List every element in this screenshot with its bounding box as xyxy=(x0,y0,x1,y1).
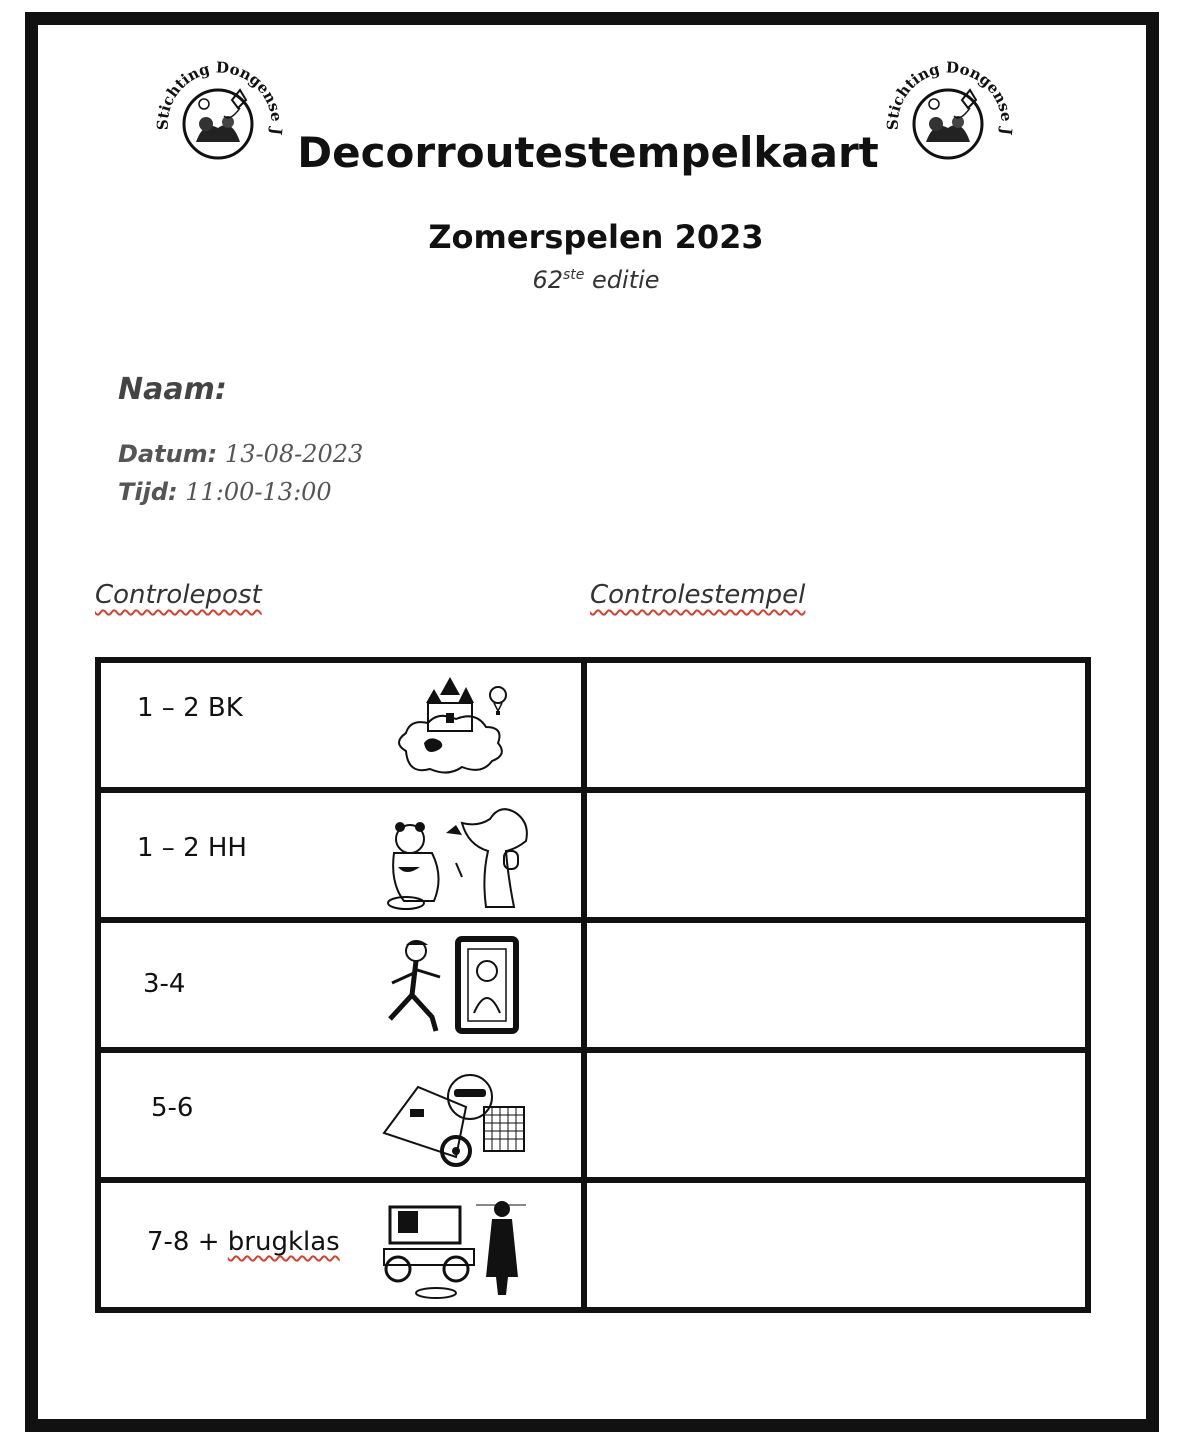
beach-tent-sun-icon xyxy=(376,1063,536,1171)
tijd-line: Tijd: 11:00-13:00 xyxy=(118,478,332,506)
column-header-controlestempel: Controlestempel xyxy=(590,580,806,610)
datum-value: 13-08-2023 xyxy=(224,440,364,468)
castle-on-cloud-icon xyxy=(376,673,536,781)
table-row xyxy=(98,660,1088,790)
svg-text:Stichting Dongense Jeugdraad: Stichting Dongense J xyxy=(153,58,286,137)
event-subtitle: Zomerspelen 2023 xyxy=(428,218,764,256)
vintage-car-and-chauffeur-icon xyxy=(376,1193,536,1301)
controlepost-label: 5-6 xyxy=(151,1093,194,1123)
table-row xyxy=(98,790,1088,920)
controlepost-label: 7-8 + brugklas xyxy=(147,1227,340,1257)
edition-line: 62ste editie xyxy=(532,266,660,294)
runner-with-picture-frame-icon xyxy=(376,933,536,1041)
controlepost-cell xyxy=(98,790,584,920)
controlepost-cell xyxy=(98,920,584,1050)
controlestempel-cell[interactable] xyxy=(584,920,1088,1050)
datum-line: Datum: 13-08-2023 xyxy=(118,440,364,468)
controlestempel-cell[interactable] xyxy=(584,790,1088,920)
controlepost-label: 1 – 2 BK xyxy=(137,693,243,723)
table-row xyxy=(98,920,1088,1050)
naam-label: Naam: xyxy=(118,372,227,407)
controlestempel-cell[interactable] xyxy=(584,1180,1088,1310)
table-row xyxy=(98,1180,1088,1310)
table-row xyxy=(98,1050,1088,1180)
controlestempel-cell[interactable] xyxy=(584,1050,1088,1180)
controlepost-cell xyxy=(98,660,584,790)
controlepost-cell xyxy=(98,1050,584,1180)
column-header-controlepost: Controlepost xyxy=(95,580,262,610)
stamp-table xyxy=(95,657,1091,1313)
controlestempel-cell[interactable] xyxy=(584,660,1088,790)
page-title: Decorroutestempelkaart xyxy=(297,128,879,177)
svg-text:Stichting Dongense Jeugdraad: Stichting Dongense J xyxy=(883,58,1016,137)
tijd-value: 11:00-13:00 xyxy=(185,478,332,506)
controlepost-label: 1 – 2 HH xyxy=(137,833,247,863)
bear-and-tree-icon xyxy=(376,803,536,911)
controlepost-label: 3-4 xyxy=(143,969,186,999)
controlepost-cell xyxy=(98,1180,584,1310)
